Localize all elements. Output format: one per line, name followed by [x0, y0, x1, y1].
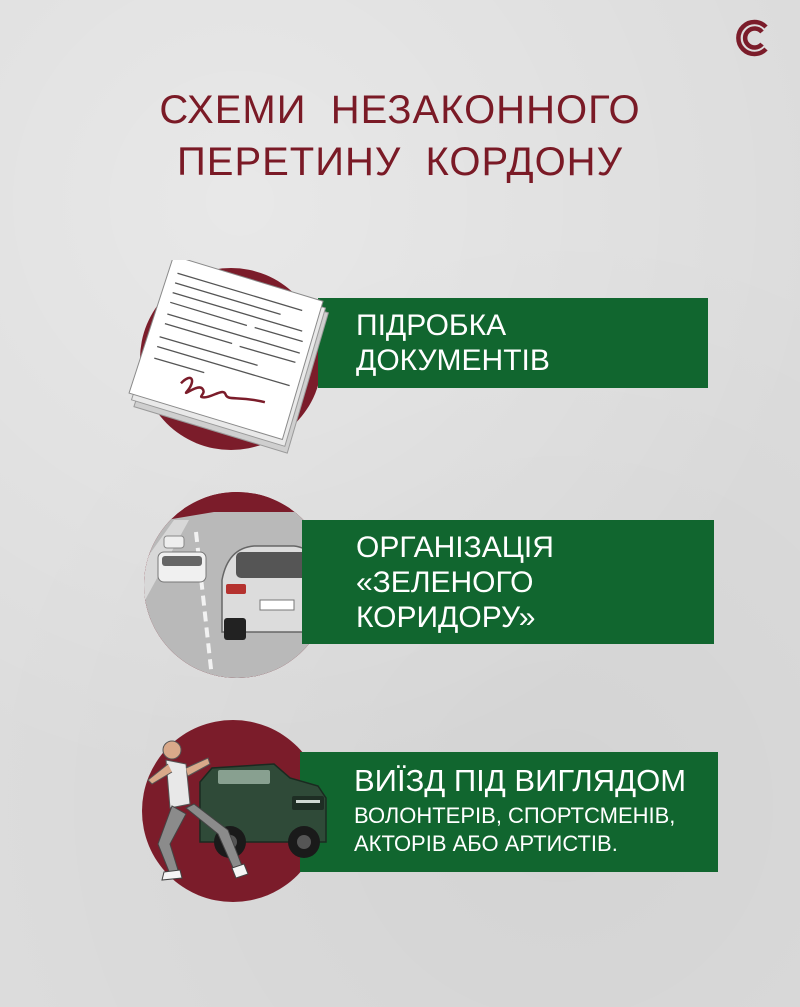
page-title: [0, 84, 800, 188]
document-signature-icon: [118, 260, 338, 460]
runner-suv-icon: [142, 734, 332, 904]
scheme-label-line: «ЗЕЛЕНОГО: [356, 566, 534, 599]
scheme-label-line: ВОЛОНТЕРІВ, СПОРТСМЕНІВ,: [354, 803, 676, 828]
scheme-banner: [318, 298, 708, 388]
scheme-banner: [302, 520, 714, 644]
schemes-logo-icon: [734, 18, 774, 58]
scheme-label-line: ДОКУМЕНТІВ: [356, 344, 550, 377]
scheme-headline: ВИЇЗД ПІД ВИГЛЯДОМ: [354, 763, 687, 798]
scheme-banner: [300, 752, 718, 872]
scheme-label-line: АКТОРІВ АБО АРТИСТІВ.: [354, 831, 618, 856]
title-line-2: ПЕРЕТИНУ КОРДОНУ: [177, 140, 623, 184]
title-line-1: СХЕМИ НЕЗАКОННОГО: [159, 88, 641, 132]
scheme-label-line: КОРИДОРУ»: [356, 601, 536, 634]
scheme-label-line: ПІДРОБКА: [356, 309, 507, 342]
scheme-label-line: ОРГАНІЗАЦІЯ: [356, 531, 554, 564]
